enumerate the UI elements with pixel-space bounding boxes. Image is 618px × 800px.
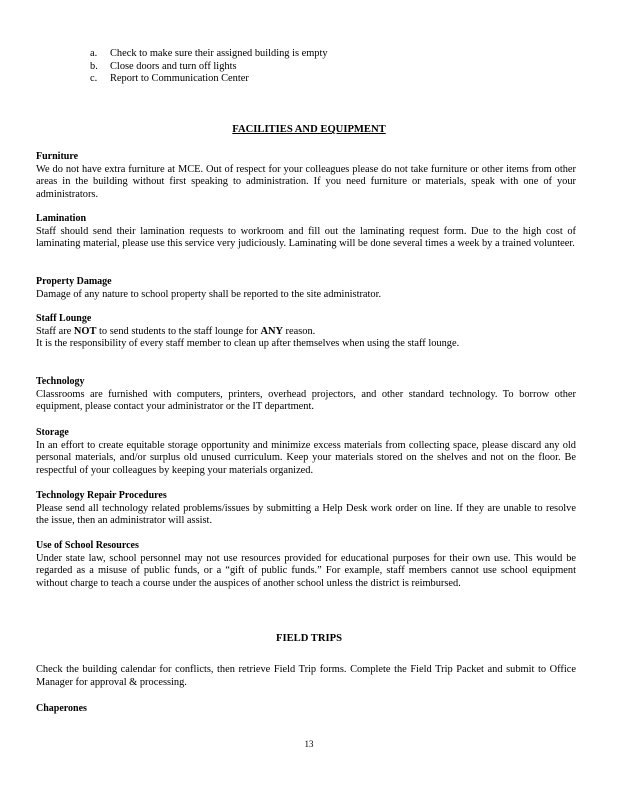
section-body: Please send all technology related problems/issues by submitting a Help Desk work order on line. If they are unable to resolve the issue, then an administrator will assist. — [36, 502, 576, 527]
section-body: Check the building calendar for conflicts, then retrieve Field Trip forms. Complete the Field Trip Packet and submit to Office Manager for approval & processing. — [36, 664, 576, 688]
section-body: We do not have extra furniture at MCE. Out of respect for your colleagues please do not take furniture or other items from other areas in the building without first speaking to administration. If you need furniture or materials, speak with one of your administrators. — [36, 163, 576, 200]
field-trips-heading: FIELD TRIPS — [275, 633, 343, 644]
section-title: Use of School Resources — [36, 540, 139, 551]
emphasis-any: ANY — [260, 325, 283, 337]
section-furniture — [36, 151, 576, 201]
list-item-text: Report to Communication Center — [110, 73, 249, 85]
section-body: Under state law, school personnel may not use resources provided for educational purposes for their own use. This would be regarded as a misuse of public funds, or a “gift of public funds.” For example, staff members cannot use school equipment without charge to teach a course under the auspices of another school unless the district is reimbursed. — [36, 552, 576, 589]
page-number: 13 — [304, 739, 314, 749]
section-technology-repair — [36, 490, 576, 528]
section-title: Staff Lounge — [36, 313, 92, 324]
section-title: Property Damage — [36, 276, 112, 287]
staff-lounge-responsibility: It is the responsibility of every staff member to clean up after themselves when using the staff lounge. — [36, 338, 460, 350]
staff-lounge-rule: Staff are NOT to send students to the staff lounge for ANY reason. — [36, 325, 316, 337]
list-item — [90, 73, 328, 86]
section-field-trips — [36, 664, 576, 689]
section-property-damage — [36, 276, 576, 301]
section-title: Technology Repair Procedures — [36, 490, 167, 501]
section-title: Chaperones — [36, 703, 87, 714]
section-body: Damage of any nature to school property shall be reported to the site administrator. — [36, 288, 382, 300]
section-staff-lounge — [36, 313, 576, 351]
emphasis-not: NOT — [73, 325, 97, 337]
section-lamination — [36, 213, 576, 251]
section-storage — [36, 427, 576, 477]
list-marker: c. — [90, 73, 98, 85]
evacuation-checklist — [90, 48, 328, 86]
list-item-text: Close doors and turn off lights — [110, 60, 237, 72]
list-item-text: Check to make sure their assigned building is empty — [110, 48, 328, 59]
section-title: Furniture — [36, 151, 79, 162]
section-body — [36, 326, 576, 351]
facilities-heading: FACILITIES AND EQUIPMENT — [232, 124, 386, 135]
list-item — [90, 48, 328, 61]
section-title: Storage — [36, 427, 69, 438]
section-chaperones — [36, 703, 576, 716]
list-item — [90, 61, 328, 74]
section-body: In an effort to create equitable storage opportunity and minimize excess materials from collecting space, please discard any old personal materials, and/or surplus old unused curriculum. Keep your materials stored on the shelves and not on the floor. Be respectful of your colleagues by keeping your materials organized. — [36, 439, 576, 476]
list-marker: b. — [90, 60, 98, 72]
section-body: Classrooms are furnished with computers, printers, overhead projectors, and other standard technology. To borrow other equipment, please contact your administrator or the IT department. — [36, 388, 576, 413]
section-technology — [36, 376, 576, 414]
section-body: Staff should send their lamination requests to workroom and fill out the laminating request form. Due to the high cost of laminating material, please use this service very judiciously. Laminating will be done several times a week by a trained volunteer. — [36, 225, 576, 250]
section-title: Lamination — [36, 213, 87, 224]
section-use-of-resources — [36, 540, 576, 590]
list-marker: a. — [90, 48, 98, 59]
section-title: Technology — [36, 376, 85, 387]
